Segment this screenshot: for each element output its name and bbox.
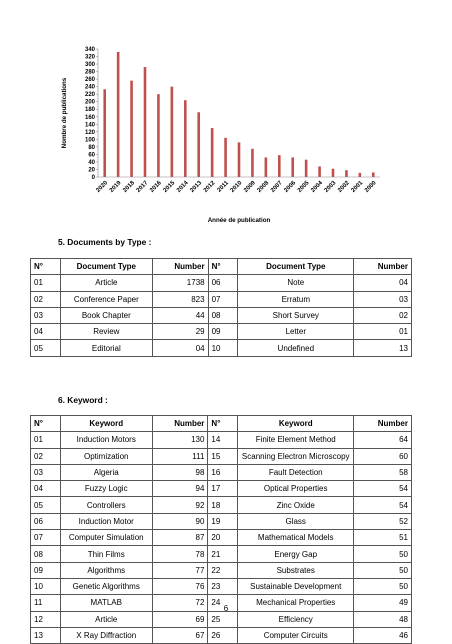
x-tick-label: 2020 [95,180,110,194]
header-keyword: Keyword [60,416,152,432]
table-cell: 05 [31,340,61,356]
table-cell: 50 [354,578,412,594]
x-tick-label: 2003 [323,180,338,194]
bar-2009 [251,149,254,177]
bar-2018 [130,81,133,177]
table-cell: 26 [208,627,238,643]
table-cell: 51 [354,530,412,546]
header-number: Number [152,416,208,432]
header-no: N° [208,416,238,432]
table-row [31,432,412,448]
table-cell: 03 [31,307,61,323]
table-cell: 94 [152,481,208,497]
x-tick-label: 2016 [149,180,163,194]
table-cell: 11 [31,595,61,611]
table-cell: Glass [238,513,354,529]
bar-2006 [291,157,294,177]
x-tick-label: 2005 [296,180,311,194]
table-cell: 78 [152,546,208,562]
table-cell: X Ray Diffraction [60,627,152,643]
table-cell: Finite Element Method [238,432,354,448]
table-cell: 21 [208,546,238,562]
table-cell: 17 [208,481,238,497]
table-cell: 07 [31,530,61,546]
table-cell: 69 [152,611,208,627]
table-cell: 50 [354,546,412,562]
table-cell: 10 [31,578,61,594]
table-cell: 77 [152,562,208,578]
x-tick-label: 2011 [216,180,230,194]
table-cell: 06 [31,513,61,529]
table-cell: 20 [208,530,238,546]
table-cell: Fuzzy Logic [60,481,152,497]
table-cell: 1738 [152,275,208,291]
table-cell: 13 [354,340,412,356]
bar-2002 [345,170,348,177]
bar-2004 [318,166,321,177]
bar-2005 [305,160,308,177]
publications-bar-chart [58,42,398,242]
table-cell: Substrates [238,562,354,578]
page-number: 6 [223,604,229,613]
table-cell: 23 [208,578,238,594]
table-cell: 87 [152,530,208,546]
table-cell: Controllers [60,497,152,513]
bar-2003 [332,169,335,177]
table-row [31,530,412,546]
section-6-title: 6. Keyword : [58,395,108,405]
x-axis-label: Année de publication [207,217,271,224]
table-cell: 24 [208,595,238,611]
table-cell: 03 [31,464,61,480]
y-tick-label: 60 [88,152,95,159]
table-row [31,546,412,562]
table-row [31,275,412,291]
bar-2007 [278,155,281,177]
table-cell: Fault Detection [238,464,354,480]
table-cell: 08 [31,546,61,562]
table-header-row [31,416,412,432]
table-row [31,578,412,594]
bar-2017 [144,67,147,177]
bar-2015 [171,87,174,177]
table-cell: Editorial [60,340,152,356]
table-cell: 10 [208,340,238,356]
table-cell: 02 [31,448,61,464]
table-cell: Undefined [238,340,354,356]
y-tick-label: 340 [84,47,95,53]
table-cell: Erratum [238,291,354,307]
table-cell: Energy Gap [238,546,354,562]
x-tick-label: 2015 [162,180,177,194]
y-tick-label: 260 [84,77,95,84]
x-tick-label: 2007 [270,180,284,194]
table-cell: 01 [31,432,61,448]
x-tick-label: 2013 [189,180,204,194]
y-tick-label: 180 [84,107,95,114]
table-cell: 64 [354,432,412,448]
bar-2008 [265,157,268,177]
y-tick-label: 200 [84,99,95,106]
bar-2001 [359,173,362,177]
y-axis-label: Nombre de publications [61,77,68,149]
table-cell: 25 [208,611,238,627]
table-cell: 111 [152,448,208,464]
x-tick-label: 2017 [135,180,150,194]
table-cell: 09 [31,562,61,578]
table-cell: 01 [354,324,412,340]
table-cell: Induction Motor [60,513,152,529]
x-tick-label: 2001 [350,180,365,194]
table-cell: 08 [208,307,238,323]
table-cell: 01 [31,275,61,291]
table-row [31,611,412,627]
table-cell: 03 [354,291,412,307]
y-tick-label: 80 [88,144,95,151]
table-row [31,464,412,480]
x-tick-label: 2008 [256,180,271,194]
y-tick-label: 40 [88,159,95,166]
bar-2000 [372,172,375,177]
table-cell: Book Chapter [60,307,152,323]
header-no: N° [208,259,238,275]
table-row [31,562,412,578]
x-tick-label: 2010 [229,180,244,194]
table-row [31,324,412,340]
table-cell: 02 [31,291,61,307]
table-row [31,627,412,643]
x-tick-label: 2018 [122,180,136,194]
table-cell: 13 [31,627,61,643]
header-document-type: Document Type [60,259,152,275]
x-tick-label: 2012 [202,180,217,194]
table-cell: Mechanical Properties [238,595,354,611]
y-tick-label: 20 [88,167,95,174]
table-cell: 98 [152,464,208,480]
header-keyword: Keyword [238,416,354,432]
table-cell: 50 [354,562,412,578]
table-row [31,291,412,307]
table-cell: 67 [152,627,208,643]
header-number: Number [354,416,412,432]
table-cell: 06 [208,275,238,291]
table-cell: Thin Films [60,546,152,562]
table-cell: 76 [152,578,208,594]
table-cell: Scanning Electron Microscopy [238,448,354,464]
y-tick-label: 220 [84,92,95,99]
table-cell: 44 [152,307,208,323]
table-cell: 04 [31,324,61,340]
bar-2013 [197,112,200,177]
y-tick-label: 280 [84,69,95,76]
table-row [31,481,412,497]
table-cell: 18 [208,497,238,513]
table-cell: Computer Simulation [60,530,152,546]
table-cell: Note [238,275,354,291]
y-tick-label: 300 [84,62,95,69]
table-cell: 09 [208,324,238,340]
table-cell: 29 [152,324,208,340]
table-cell: MATLAB [60,595,152,611]
table-cell: 58 [354,464,412,480]
table-cell: 22 [208,562,238,578]
bar-2012 [211,128,214,177]
table-cell: Optical Properties [238,481,354,497]
y-tick-label: 140 [84,122,95,129]
bar-2014 [184,100,187,177]
table-cell: Mathematical Models [238,530,354,546]
table-cell: Sustainable Development [238,578,354,594]
table-cell: 52 [354,513,412,529]
table-cell: Article [60,611,152,627]
table-cell: 823 [152,291,208,307]
documents-by-type-table [30,258,412,357]
y-tick-label: 0 [91,175,95,181]
x-tick-label: 2009 [243,180,257,194]
table-cell: 48 [354,611,412,627]
table-cell: Short Survey [238,307,354,323]
y-tick-label: 160 [84,114,95,121]
table-cell: Conference Paper [60,291,152,307]
header-no: N° [31,259,61,275]
y-tick-label: 120 [84,129,95,136]
table-cell: Article [60,275,152,291]
y-tick-label: 240 [84,84,95,91]
table-cell: 02 [354,307,412,323]
bar-2010 [238,142,241,177]
x-tick-label: 2014 [176,180,190,194]
y-tick-label: 100 [84,137,95,144]
header-number: Number [152,259,208,275]
bar-2016 [157,94,160,177]
bar-2019 [117,52,120,177]
table-cell: Zinc Oxide [238,497,354,513]
x-tick-label: 2006 [283,180,298,194]
table-cell: 07 [208,291,238,307]
table-cell: 05 [31,497,61,513]
table-cell: Algorithms [60,562,152,578]
table-cell: 14 [208,432,238,448]
table-cell: 04 [152,340,208,356]
section-5-title: 5. Documents by Type : [58,237,152,247]
table-header-row [31,259,412,275]
table-row [31,448,412,464]
table-cell: Computer Circuits [238,627,354,643]
table-row [31,513,412,529]
table-cell: 54 [354,481,412,497]
table-cell: 72 [152,595,208,611]
table-cell: Review [60,324,152,340]
bar-2020 [103,89,106,177]
header-number: Number [354,259,412,275]
y-tick-label: 320 [84,54,95,61]
table-cell: 04 [354,275,412,291]
x-tick-label: 2000 [364,180,378,194]
table-cell: Algeria [60,464,152,480]
table-cell: 04 [31,481,61,497]
table-cell: Letter [238,324,354,340]
table-cell: 54 [354,497,412,513]
table-row [31,497,412,513]
table-row [31,340,412,356]
table-cell: 60 [354,448,412,464]
table-cell: 19 [208,513,238,529]
table-cell: Induction Motors [60,432,152,448]
bar-2011 [224,138,227,177]
header-document-type: Document Type [238,259,354,275]
table-cell: 130 [152,432,208,448]
table-cell: 46 [354,627,412,643]
table-cell: 92 [152,497,208,513]
table-cell: Efficiency [238,611,354,627]
x-tick-label: 2002 [337,180,351,194]
table-cell: 12 [31,611,61,627]
x-tick-label: 2019 [108,180,123,194]
table-cell: 49 [354,595,412,611]
table-row [31,307,412,323]
table-cell: 16 [208,464,238,480]
table-cell: Optimization [60,448,152,464]
header-no: N° [31,416,61,432]
table-cell: 90 [152,513,208,529]
x-tick-label: 2004 [310,180,324,194]
table-cell: 15 [208,448,238,464]
table-cell: Genetic Algorithms [60,578,152,594]
